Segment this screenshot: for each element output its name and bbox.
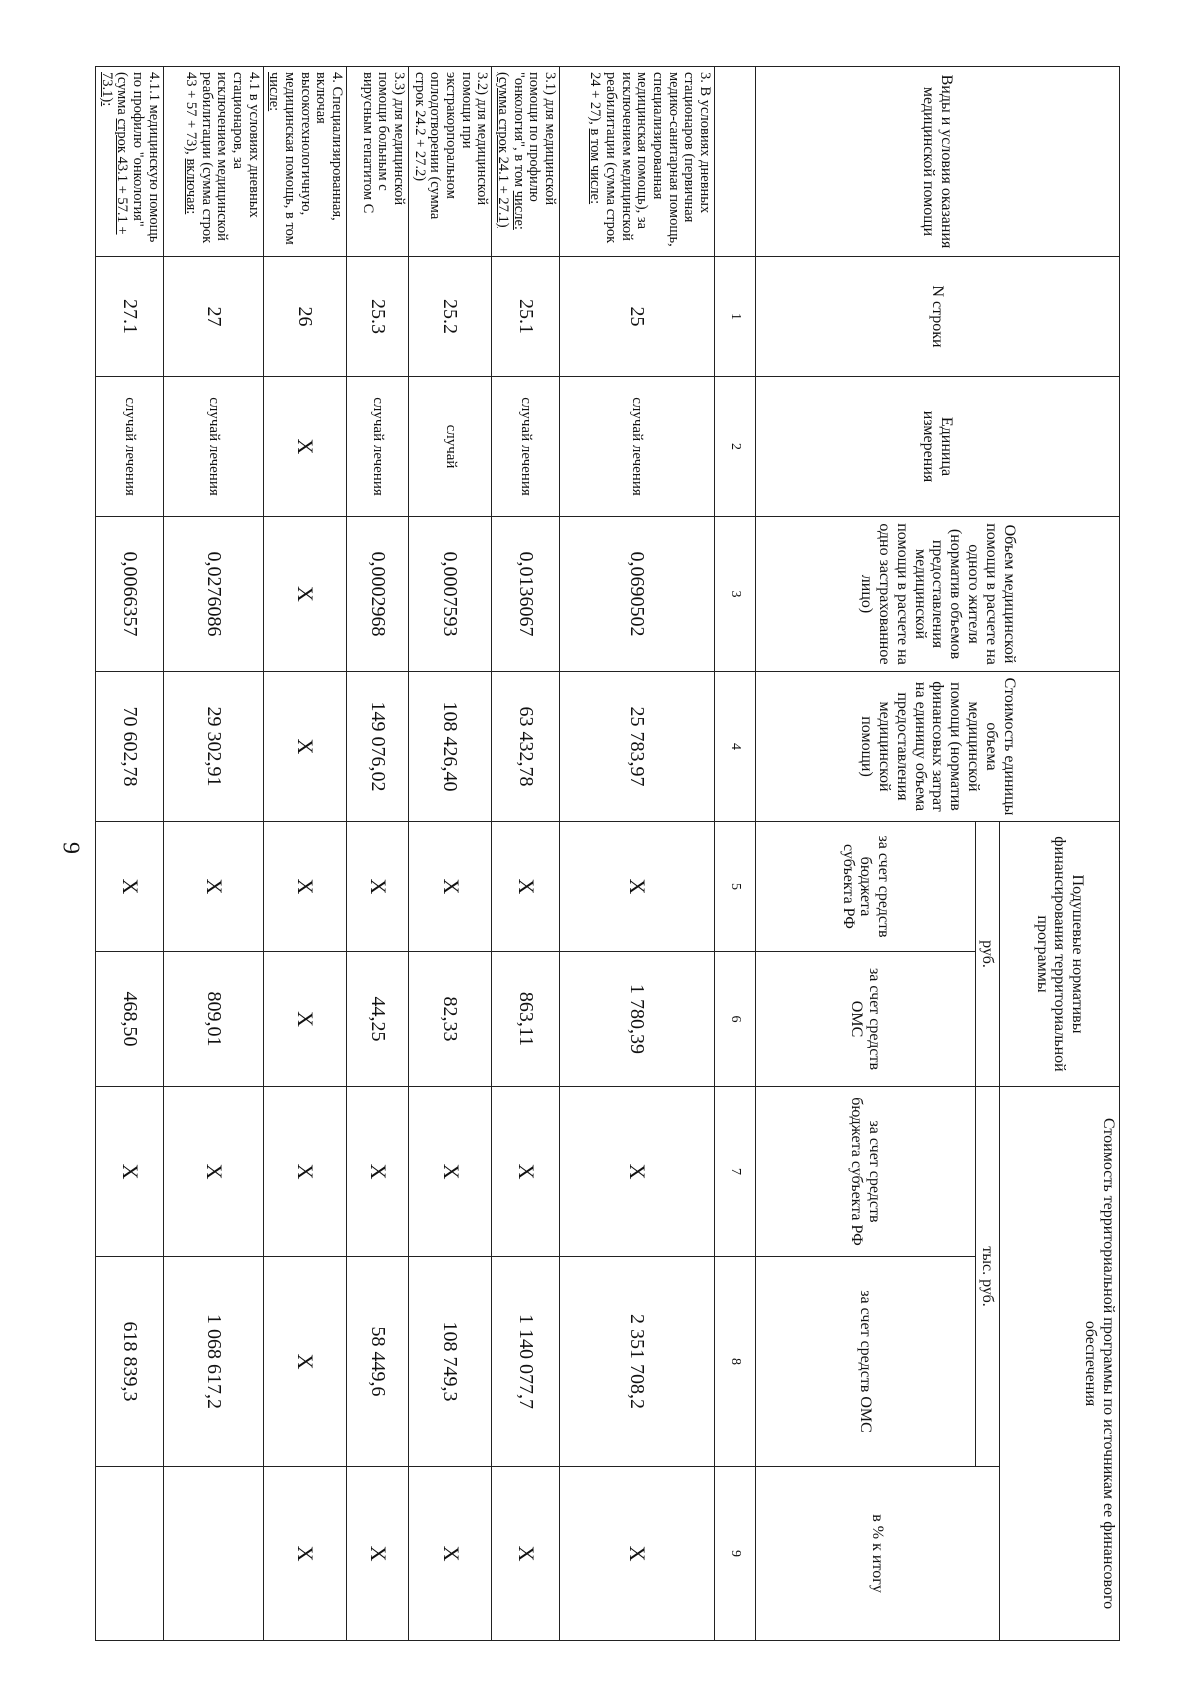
row-cost: 149 076,02	[347, 672, 409, 822]
table-row	[347, 67, 409, 1641]
column-index: 6	[715, 952, 756, 1087]
header-percapita-group: Подушевые нормативы финансирования территориальной программы	[1000, 822, 1120, 1087]
row-description: 3. В условиях дневных стационаров (первичная медико-санитарная помощь, специализированная медицинская помощь), за исключением медицинской реабилитации (сумма строк 24 + 27), в том числе:	[560, 67, 715, 257]
row-number: 25.3	[347, 257, 409, 377]
row-total-oms: X	[263, 1257, 346, 1467]
row-total-oms: 618 839,3	[96, 1257, 164, 1467]
row-unit: случай	[409, 377, 492, 517]
table-row	[560, 67, 715, 1641]
column-index: 4	[715, 672, 756, 822]
row-percapita-oms: 468,50	[96, 952, 164, 1087]
row-percapita-oms: 809,01	[163, 952, 263, 1087]
table-row	[409, 67, 492, 1641]
header-kind: Виды и условия оказания медицинской помощи	[756, 67, 1120, 257]
row-number: 27	[163, 257, 263, 377]
row-description: 3.3) для медицинской помощи больным с вирусным гепатитом С	[347, 67, 409, 257]
header-total-unit: тыс. руб.	[976, 1087, 1000, 1467]
column-index: 3	[715, 517, 756, 672]
table-row	[96, 67, 164, 1641]
row-percent	[96, 1467, 164, 1641]
header-budget-percapita: за счет средств бюджета субъекта РФ	[756, 822, 976, 952]
row-total-oms: 108 749,3	[409, 1257, 492, 1467]
row-description: 4.1 в условиях дневных стационаров, за исключением медицинской реабилитации (сумма строк 43 + 57 + 73), включая:	[163, 67, 263, 257]
column-index-row	[715, 67, 756, 1641]
row-percapita-budget: X	[409, 822, 492, 952]
row-cost: 70 602,78	[96, 672, 164, 822]
row-total-budget: X	[347, 1087, 409, 1257]
row-unit: случай лечения	[492, 377, 560, 517]
column-index: 1	[715, 257, 756, 377]
row-cost: 29 302,91	[163, 672, 263, 822]
row-total-oms: 58 449,6	[347, 1257, 409, 1467]
column-index: 9	[715, 1467, 756, 1641]
row-percapita-budget: X	[492, 822, 560, 952]
row-percapita-oms: 863,11	[492, 952, 560, 1087]
header-unit: Единица измерения	[756, 377, 1120, 517]
row-percent: X	[409, 1467, 492, 1641]
row-volume: 0,0007593	[409, 517, 492, 672]
table-row	[163, 67, 263, 1641]
row-unit: случай лечения	[347, 377, 409, 517]
row-cost: 63 432,78	[492, 672, 560, 822]
row-unit: случай лечения	[560, 377, 715, 517]
row-number: 26	[263, 257, 346, 377]
row-number: 25.2	[409, 257, 492, 377]
row-percent: X	[347, 1467, 409, 1641]
column-index: 8	[715, 1257, 756, 1467]
column-index: 5	[715, 822, 756, 952]
header-oms-percapita: за счет средств ОМС	[756, 952, 976, 1087]
row-description: 4. Специализированная, включая высокотехнологичную, медицинская помощь, в том числе:	[263, 67, 346, 257]
row-total-budget: X	[163, 1087, 263, 1257]
rotated-table-wrapper	[98, 66, 1120, 1640]
row-total-oms: 1 140 077,7	[492, 1257, 560, 1467]
row-cost: 25 783,97	[560, 672, 715, 822]
row-description: 4.1.1 медицинскую помощь по профилю "онкология" (сумма строк 43.1 + 57.1 + 73.1):	[96, 67, 164, 257]
page-number: 9	[57, 842, 84, 854]
table-stage	[98, 66, 1120, 1640]
row-percapita-budget: X	[347, 822, 409, 952]
row-unit: случай лечения	[96, 377, 164, 517]
row-number: 25	[560, 257, 715, 377]
row-total-budget: X	[560, 1087, 715, 1257]
row-volume: 0,0690502	[560, 517, 715, 672]
row-percapita-budget: X	[560, 822, 715, 952]
header-row-number: N строки	[756, 257, 1120, 377]
financing-table	[95, 66, 1120, 1641]
row-cost: 108 426,40	[409, 672, 492, 822]
row-volume: 0,0276086	[163, 517, 263, 672]
row-volume: X	[263, 517, 346, 672]
header-volume: Объем медицинской помощи в расчете на одного жителя (норматив объемов предоставления медицинской помощи в расчете на одно застрахованное лицо)	[756, 517, 1120, 672]
column-index	[715, 67, 756, 257]
header-percent: в % к итогу	[756, 1467, 1000, 1641]
row-percent: X	[263, 1467, 346, 1641]
table-row	[492, 67, 560, 1641]
row-percent: X	[560, 1467, 715, 1641]
row-percapita-oms: 1 780,39	[560, 952, 715, 1087]
header-cost-unit: Стоимость единицы объема медицинской помощи (норматив финансовых затрат на единицу объема предоставления медицинской помощи)	[756, 672, 1120, 822]
row-description: 3.2) для медицинской помощи при экстракорпоральном оплодотворении (сумма строк 24.2 + 27.2)	[409, 67, 492, 257]
header-percapita-unit: руб.	[976, 822, 1000, 1087]
row-description: 3.1) для медицинской помощи по профилю "онкология", в том числе: (сумма строк 24.1 + 27.1)	[492, 67, 560, 257]
column-index: 7	[715, 1087, 756, 1257]
row-total-budget: X	[409, 1087, 492, 1257]
column-index: 2	[715, 377, 756, 517]
row-volume: 0,0136067	[492, 517, 560, 672]
row-percapita-budget: X	[163, 822, 263, 952]
row-number: 27.1	[96, 257, 164, 377]
row-number: 25.1	[492, 257, 560, 377]
row-percapita-oms: X	[263, 952, 346, 1087]
row-total-oms: 2 351 708,2	[560, 1257, 715, 1467]
row-percapita-budget: X	[263, 822, 346, 952]
row-percent	[163, 1467, 263, 1641]
row-total-budget: X	[492, 1087, 560, 1257]
row-total-budget: X	[96, 1087, 164, 1257]
row-percapita-oms: 44,25	[347, 952, 409, 1087]
row-percapita-budget: X	[96, 822, 164, 952]
header-oms-total: за счет средств ОМС	[756, 1257, 976, 1467]
row-volume: 0,0066357	[96, 517, 164, 672]
row-percent: X	[492, 1467, 560, 1641]
row-unit: X	[263, 377, 346, 517]
row-total-budget: X	[263, 1087, 346, 1257]
row-cost: X	[263, 672, 346, 822]
header-total-group: Стоимость территориальной программы по источникам ее финансового обеспечения	[1000, 1087, 1120, 1641]
row-unit: случай лечения	[163, 377, 263, 517]
row-total-oms: 1 068 617,2	[163, 1257, 263, 1467]
table-row	[263, 67, 346, 1641]
header-budget-total: за счет средств бюджета субъекта РФ	[756, 1087, 976, 1257]
row-volume: 0,0002968	[347, 517, 409, 672]
row-percapita-oms: 82,33	[409, 952, 492, 1087]
